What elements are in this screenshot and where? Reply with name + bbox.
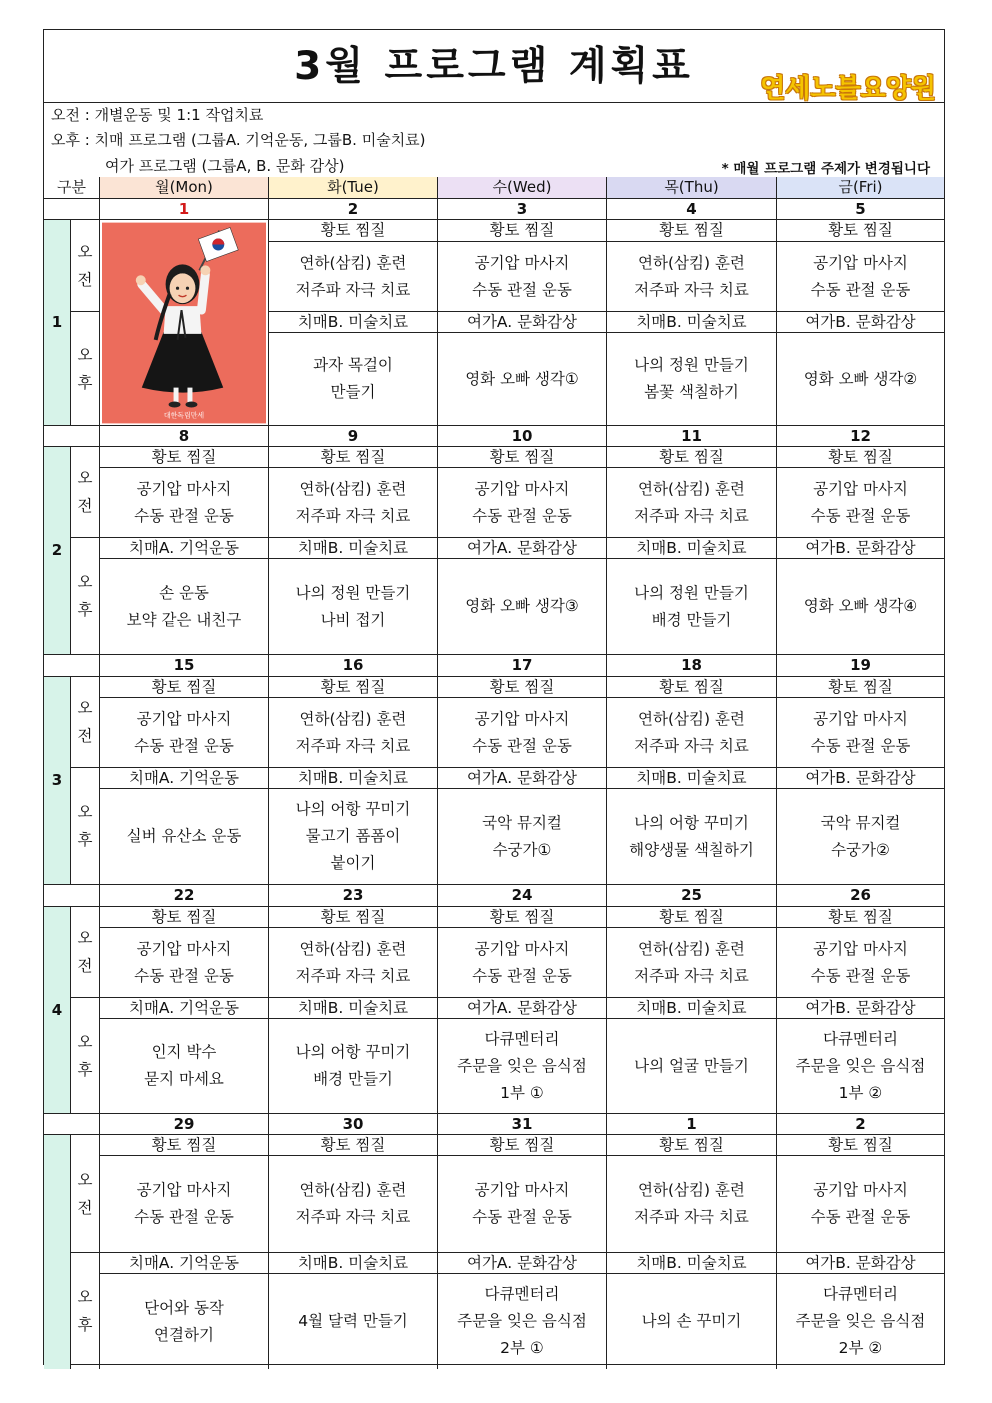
pm-group-label: 치매B. 미술치료 [607,1253,777,1274]
pm-group-label: 치매B. 미술치료 [607,768,777,789]
pm-main-activity: 나의 어항 꾸미기 해양생물 색칠하기 [607,789,777,885]
day-header-2: 수(Wed) [438,177,607,199]
am-main-activity: 공기압 마사지 수동 관절 운동 [777,468,944,538]
schedule-sheet [43,29,945,1365]
am-main-activity: 연하(삼킴) 훈련 저주파 자극 치료 [607,698,777,768]
pm-group-label: 치매B. 미술치료 [269,538,438,559]
am-top-activity: 황토 찜질 [438,447,607,468]
info-afternoon: 오후 : 치매 프로그램 (그룹A. 기억운동, 그룹B. 미술치료) [51,131,426,149]
pm-group-label: 여가B. 문화감상 [777,998,944,1019]
date-row-spacer [44,1114,100,1135]
day-header-3: 목(Thu) [607,177,777,199]
pm-main-activity: 영화 오빠 생각② [777,333,944,426]
day-header-0: 월(Mon) [100,177,269,199]
am-top-activity: 황토 찜질 [269,220,438,242]
am-main-activity: 공기압 마사지 수동 관절 운동 [100,1156,269,1253]
am-main-activity: 공기압 마사지 수동 관절 운동 [777,242,944,312]
am-main-activity: 연하(삼킴) 훈련 저주파 자극 치료 [607,468,777,538]
am-main-activity: 공기압 마사지 수동 관절 운동 [777,1156,944,1253]
pm-main-activity: 나의 어항 꾸미기 배경 만들기 [269,1019,438,1114]
day-header-4: 금(Fri) [777,177,944,199]
am-main-activity: 공기압 마사지 수동 관절 운동 [438,928,607,998]
date-cell: 18 [607,655,777,677]
date-cell: 2 [777,1114,944,1135]
holiday-art-caption: 대한독립만세 [163,410,205,419]
pm-group-label: 치매B. 미술치료 [269,768,438,789]
pm-group-label: 치매B. 미술치료 [269,1253,438,1274]
am-top-activity: 황토 찜질 [607,220,777,242]
am-top-activity: 황토 찜질 [100,907,269,928]
info-leisure: 여가 프로그램 (그룹A, B. 문화 감상) [105,157,345,175]
date-cell: 11 [607,426,777,447]
date-cell: 9 [269,426,438,447]
date-cell: 23 [269,885,438,907]
date-cell: 1 [607,1114,777,1135]
am-main-activity: 연하(삼킴) 훈련 저주파 자극 치료 [269,242,438,312]
date-cell: 31 [438,1114,607,1135]
am-main-activity: 공기압 마사지 수동 관절 운동 [777,698,944,768]
am-top-activity: 황토 찜질 [777,677,944,698]
date-cell: 25 [607,885,777,907]
pm-group-label: 여가B. 문화감상 [777,1253,944,1274]
am-top-activity: 황토 찜질 [438,1135,607,1156]
date-cell: 24 [438,885,607,907]
date-cell: 30 [269,1114,438,1135]
am-main-activity: 연하(삼킴) 훈련 저주파 자극 치료 [607,1156,777,1253]
pm-group-label: 여가A. 문화감상 [438,538,607,559]
am-main-activity: 연하(삼킴) 훈련 저주파 자극 치료 [269,1156,438,1253]
date-cell: 12 [777,426,944,447]
pm-main-activity: 손 운동 보약 같은 내친구 [100,559,269,655]
pm-main-activity: 인지 박수 묻지 마세요 [100,1019,269,1114]
date-row-spacer [44,885,100,907]
notice-text: * 매월 프로그램 주제가 변경됩니다 [721,161,930,177]
week-number: 2 [44,447,71,655]
am-label: 오 전 [71,447,100,538]
am-top-activity: 황토 찜질 [269,907,438,928]
date-cell: 26 [777,885,944,907]
date-row-spacer [44,199,100,220]
date-cell: 2 [269,199,438,220]
pm-main-activity: 국악 뮤지컬 수궁가① [438,789,607,885]
am-label: 오 전 [71,907,100,998]
am-label: 오 전 [71,1135,100,1253]
date-row-spacer [44,426,100,447]
page-title: 3월 프로그램 계획표 [294,44,694,89]
pm-main-activity: 나의 정원 만들기 봄꽃 색칠하기 [607,333,777,426]
am-top-activity: 황토 찜질 [438,907,607,928]
am-top-activity: 황토 찜질 [269,1135,438,1156]
pm-group-label: 여가A. 문화감상 [438,768,607,789]
pm-group-label: 치매B. 미술치료 [269,312,438,333]
am-top-activity: 황토 찜질 [438,677,607,698]
am-main-activity: 공기압 마사지 수동 관절 운동 [438,698,607,768]
am-top-activity: 황토 찜질 [777,907,944,928]
pm-group-label: 여가B. 문화감상 [777,768,944,789]
brand-logo-text: 연세노블요양원 [760,74,936,104]
am-top-activity: 황토 찜질 [777,447,944,468]
date-cell: 1 [100,199,269,220]
pm-main-activity: 국악 뮤지컬 수궁가② [777,789,944,885]
am-main-activity: 연하(삼킴) 훈련 저주파 자극 치료 [269,468,438,538]
holiday-illustration [100,220,269,426]
pm-main-activity: 나의 정원 만들기 배경 만들기 [607,559,777,655]
pm-group-label: 치매B. 미술치료 [607,312,777,333]
date-cell: 10 [438,426,607,447]
pm-main-activity: 영화 오빠 생각① [438,333,607,426]
pm-group-label: 치매A. 기억운동 [100,1253,269,1274]
am-main-activity: 연하(삼킴) 훈련 저주파 자극 치료 [607,928,777,998]
pm-main-activity: 4월 달력 만들기 [269,1274,438,1369]
am-main-activity: 연하(삼킴) 훈련 저주파 자극 치료 [269,698,438,768]
pm-main-activity: 나의 어항 꾸미기 물고기 폼폼이 붙이기 [269,789,438,885]
pm-group-label: 치매A. 기억운동 [100,768,269,789]
pm-label: 오 후 [71,768,100,885]
pm-group-label: 치매B. 미술치료 [269,998,438,1019]
am-main-activity: 공기압 마사지 수동 관절 운동 [100,698,269,768]
week-number: 1 [44,220,71,426]
date-cell: 4 [607,199,777,220]
info-morning: 오전 : 개별운동 및 1:1 작업치료 [51,106,264,124]
am-main-activity: 공기압 마사지 수동 관절 운동 [100,928,269,998]
am-main-activity: 공기압 마사지 수동 관절 운동 [438,468,607,538]
date-cell: 16 [269,655,438,677]
am-main-activity: 연하(삼킴) 훈련 저주파 자극 치료 [607,242,777,312]
schedule-table [44,177,944,1364]
date-cell: 3 [438,199,607,220]
date-row-spacer [44,655,100,677]
am-top-activity: 황토 찜질 [100,677,269,698]
pm-label: 오 후 [71,998,100,1114]
date-cell: 8 [100,426,269,447]
am-top-activity: 황토 찜질 [100,447,269,468]
week-number: 4 [44,907,71,1114]
pm-label: 오 후 [71,312,100,426]
pm-group-label: 여가B. 문화감상 [777,312,944,333]
date-cell: 29 [100,1114,269,1135]
am-top-activity: 황토 찜질 [100,1135,269,1156]
am-label: 오 전 [71,677,100,768]
pm-main-activity: 영화 오빠 생각③ [438,559,607,655]
pm-main-activity: 나의 손 꾸미기 [607,1274,777,1369]
pm-main-activity: 다큐멘터리 주문을 잊은 음식점 1부 ② [777,1019,944,1114]
date-cell: 19 [777,655,944,677]
pm-group-label: 여가A. 문화감상 [438,1253,607,1274]
pm-main-activity: 단어와 동작 연결하기 [100,1274,269,1369]
pm-group-label: 치매B. 미술치료 [607,538,777,559]
pm-main-activity: 나의 정원 만들기 나비 접기 [269,559,438,655]
pm-main-activity: 나의 얼굴 만들기 [607,1019,777,1114]
date-cell: 5 [777,199,944,220]
am-main-activity: 공기압 마사지 수동 관절 운동 [438,1156,607,1253]
am-main-activity: 공기압 마사지 수동 관절 운동 [438,242,607,312]
pm-main-activity: 다큐멘터리 주문을 잊은 음식점 1부 ① [438,1019,607,1114]
am-top-activity: 황토 찜질 [777,220,944,242]
am-top-activity: 황토 찜질 [777,1135,944,1156]
date-cell: 22 [100,885,269,907]
am-top-activity: 황토 찜질 [269,447,438,468]
pm-group-label: 여가A. 문화감상 [438,998,607,1019]
pm-group-label: 여가B. 문화감상 [777,538,944,559]
pm-main-activity: 다큐멘터리 주문을 잊은 음식점 2부 ① [438,1274,607,1369]
pm-main-activity: 다큐멘터리 주문을 잊은 음식점 2부 ② [795,1285,926,1357]
am-top-activity: 황토 찜질 [269,677,438,698]
am-top-activity: 황토 찜질 [607,677,777,698]
date-cell: 17 [438,655,607,677]
week-number [44,1135,71,1369]
girl-with-flag-illustration [102,222,266,424]
pm-main-activity: 과자 목걸이 만들기 [269,333,438,426]
date-cell: 15 [100,655,269,677]
am-main-activity: 공기압 마사지 수동 관절 운동 [777,928,944,998]
pm-group-label: 치매A. 기억운동 [100,998,269,1019]
am-top-activity: 황토 찜질 [607,907,777,928]
pm-group-label: 치매B. 미술치료 [607,998,777,1019]
title-row [44,30,944,103]
am-top-activity: 황토 찜질 [438,220,607,242]
am-main-activity: 연하(삼킴) 훈련 저주파 자극 치료 [269,928,438,998]
pm-label: 오 후 [71,1253,100,1369]
am-top-activity: 황토 찜질 [607,1135,777,1156]
am-top-activity: 황토 찜질 [607,447,777,468]
pm-label: 오 후 [71,538,100,655]
pm-main-activity: 영화 오빠 생각④ [777,559,944,655]
week-number: 3 [44,677,71,885]
am-main-activity: 공기압 마사지 수동 관절 운동 [100,468,269,538]
am-label: 오 전 [71,220,100,312]
header-label: 구분 [44,177,100,199]
pm-group-label: 치매A. 기억운동 [100,538,269,559]
pm-group-label: 여가A. 문화감상 [438,312,607,333]
pm-main-activity: 실버 유산소 운동 [100,789,269,885]
day-header-1: 화(Tue) [269,177,438,199]
